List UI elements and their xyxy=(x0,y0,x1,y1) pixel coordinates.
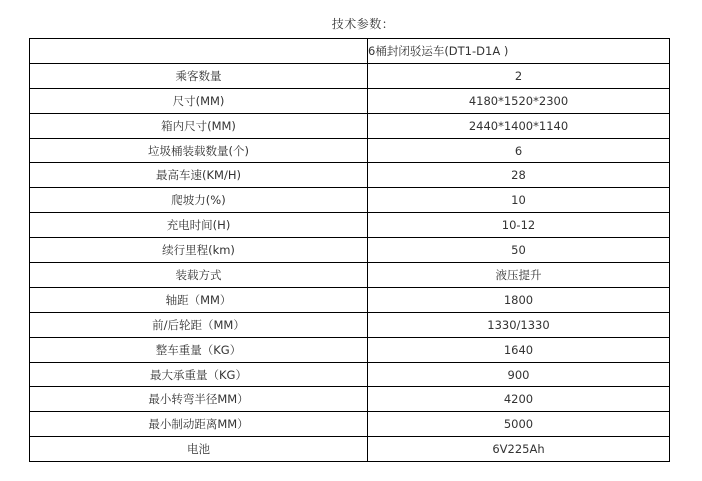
row-label: 电池 xyxy=(30,437,368,462)
row-value: 50 xyxy=(368,238,670,263)
row-value: 10-12 xyxy=(368,213,670,238)
table-row xyxy=(30,362,670,387)
row-label: 最小制动距离MM） xyxy=(30,412,368,437)
table-row xyxy=(30,163,670,188)
table-row xyxy=(30,387,670,412)
row-value: 2 xyxy=(368,63,670,88)
row-value: 4180*1520*2300 xyxy=(368,88,670,113)
row-label: 最高车速(KM/H) xyxy=(30,163,368,188)
row-value: 6V225Ah xyxy=(368,437,670,462)
spec-table xyxy=(29,38,670,462)
row-value: 28 xyxy=(368,163,670,188)
row-label: 整车重量（KG） xyxy=(30,337,368,362)
page-title: 技术参数： xyxy=(331,17,395,31)
row-label: 爬坡力(%) xyxy=(30,188,368,213)
row-value: 2440*1400*1140 xyxy=(368,113,670,138)
table-row xyxy=(30,238,670,263)
row-label: 充电时间(H) xyxy=(30,213,368,238)
row-value: 1800 xyxy=(368,287,670,312)
row-label: 装载方式 xyxy=(30,263,368,288)
table-row xyxy=(30,287,670,312)
row-label: 前/后轮距（MM） xyxy=(30,312,368,337)
row-value: 1330/1330 xyxy=(368,312,670,337)
table-row xyxy=(30,113,670,138)
table-row xyxy=(30,188,670,213)
table-row xyxy=(30,138,670,163)
row-label: 箱内尺寸(MM) xyxy=(30,113,368,138)
table-row xyxy=(30,312,670,337)
table-row xyxy=(30,263,670,288)
table-row xyxy=(30,437,670,462)
row-label: 续行里程(km) xyxy=(30,238,368,263)
table-header-row xyxy=(30,39,670,64)
row-value: 5000 xyxy=(368,412,670,437)
row-label: 最大承重量（KG） xyxy=(30,362,368,387)
model-name-cell: 6桶封闭驳运车(DT1-D1A ) xyxy=(368,39,670,64)
row-label: 乘客数量 xyxy=(30,63,368,88)
row-value: 10 xyxy=(368,188,670,213)
header-label-cell xyxy=(30,39,368,64)
row-label: 垃圾桶装载数量(个) xyxy=(30,138,368,163)
row-value: 液压提升 xyxy=(368,263,670,288)
table-row xyxy=(30,63,670,88)
row-label: 最小转弯半径MM） xyxy=(30,387,368,412)
row-value: 1640 xyxy=(368,337,670,362)
table-row xyxy=(30,213,670,238)
table-row xyxy=(30,412,670,437)
row-value: 900 xyxy=(368,362,670,387)
row-value: 6 xyxy=(368,138,670,163)
row-label: 尺寸(MM) xyxy=(30,88,368,113)
table-row xyxy=(30,337,670,362)
row-value: 4200 xyxy=(368,387,670,412)
table-row xyxy=(30,88,670,113)
row-label: 轴距（MM） xyxy=(30,287,368,312)
